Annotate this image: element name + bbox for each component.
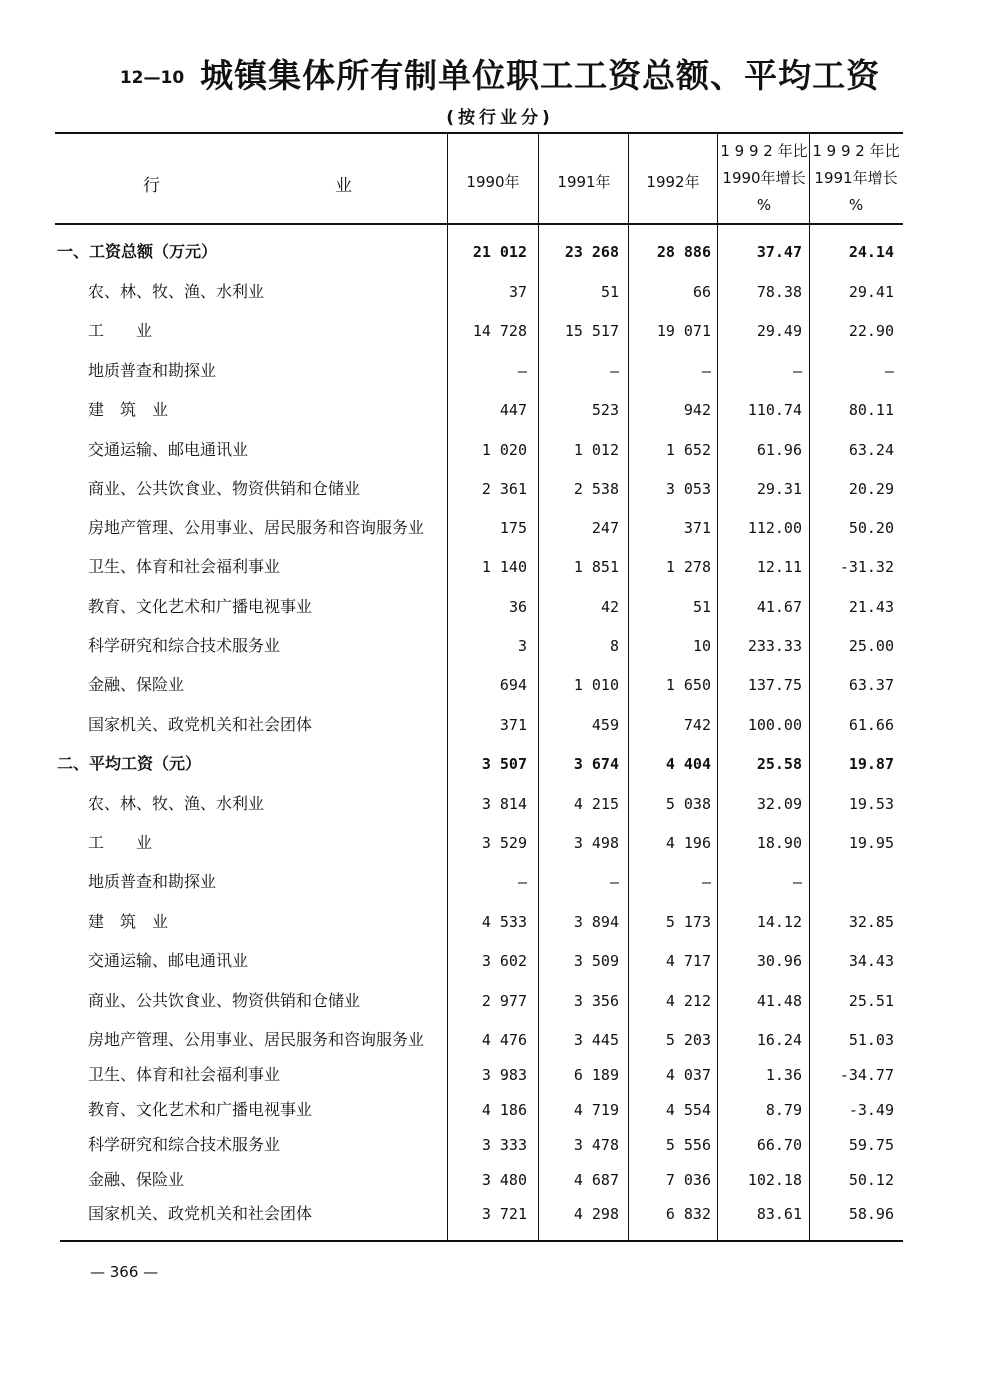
value-1990: 3 333 — [481, 1136, 527, 1154]
value-1990: 3 507 — [481, 755, 527, 773]
growth-vs-1991: 63.37 — [848, 676, 894, 694]
industry-name: 交通运输、邮电通讯业 — [88, 951, 249, 970]
growth-vs-1990: 29.49 — [756, 322, 802, 340]
growth-vs-1990: 233.33 — [747, 637, 802, 655]
value-1991: 1 010 — [573, 676, 619, 694]
industry-name: 建 筑 业 — [88, 400, 169, 419]
value-1991: — — [609, 362, 619, 380]
value-1990: 3 814 — [481, 795, 527, 813]
table-row — [55, 553, 905, 581]
value-1992: 5 203 — [665, 1031, 711, 1049]
growth-vs-1991: 19.95 — [848, 834, 894, 852]
section-row — [55, 238, 905, 266]
section-row — [55, 750, 905, 778]
value-1990: 3 602 — [481, 952, 527, 970]
growth-vs-1990: 61.96 — [756, 441, 802, 459]
value-1990: 3 480 — [481, 1171, 527, 1189]
industry-name: 农、林、牧、渔、水利业 — [88, 282, 265, 301]
table-row — [55, 396, 905, 424]
value-1992: 4 717 — [665, 952, 711, 970]
industry-header-left: 行 — [143, 176, 160, 196]
col-header-1992: 1992年 — [646, 173, 700, 191]
value-1992: 7 036 — [665, 1171, 711, 1189]
growth-vs-1991: 58.96 — [848, 1205, 894, 1223]
value-1991: 51 — [600, 283, 619, 301]
value-1990: — — [517, 873, 527, 891]
page-title — [0, 50, 1000, 97]
value-1991: 3 509 — [573, 952, 619, 970]
value-1992: 5 556 — [665, 1136, 711, 1154]
table-row — [55, 711, 905, 739]
value-1990: 3 983 — [481, 1066, 527, 1084]
header-bottom-rule — [55, 223, 903, 225]
growth-vs-1990: — — [792, 873, 802, 891]
growth-vs-1990: 16.24 — [756, 1031, 802, 1049]
table-row — [55, 317, 905, 345]
table-row — [55, 632, 905, 660]
table-row — [55, 987, 905, 1015]
growth-vs-1991: 21.43 — [848, 598, 894, 616]
value-1991: 3 674 — [573, 755, 619, 773]
top-rule — [55, 132, 903, 134]
value-1991: 3 478 — [573, 1136, 619, 1154]
value-1990: 1 020 — [481, 441, 527, 459]
industry-name: 国家机关、政党机关和社会团体 — [88, 715, 313, 734]
value-1991: 4 215 — [573, 795, 619, 813]
value-1990: 36 — [508, 598, 527, 616]
growth-vs-1991: 29.41 — [848, 283, 894, 301]
growth-vs-1990: 100.00 — [747, 716, 802, 734]
industry-name: 交通运输、邮电通讯业 — [88, 440, 249, 459]
value-1992: 4 212 — [665, 992, 711, 1010]
value-1990: — — [517, 362, 527, 380]
growth-vs-1990: 14.12 — [756, 913, 802, 931]
growth-vs-1990: 110.74 — [747, 401, 802, 419]
value-1992: 742 — [683, 716, 711, 734]
industry-name: 商业、公共饮食业、物资供销和仓储业 — [88, 479, 361, 498]
value-1991: 6 189 — [573, 1066, 619, 1084]
growth-vs-1990: — — [792, 362, 802, 380]
value-1991: 4 687 — [573, 1171, 619, 1189]
value-1991: 42 — [600, 598, 619, 616]
col-header-1990: 1990年 — [466, 173, 520, 191]
value-1991: 3 356 — [573, 992, 619, 1010]
value-1990: 447 — [499, 401, 527, 419]
growth-vs-1990: 66.70 — [756, 1136, 802, 1154]
value-1991: 2 538 — [573, 480, 619, 498]
value-1990: 3 721 — [481, 1205, 527, 1223]
growth-vs-1990: 25.58 — [756, 755, 802, 773]
growth-vs-1990: 37.47 — [756, 243, 802, 261]
value-1991: 3 894 — [573, 913, 619, 931]
value-1992: 5 173 — [665, 913, 711, 931]
value-1990: 1 140 — [481, 558, 527, 576]
table-row — [55, 671, 905, 699]
industry-name: 房地产管理、公用事业、居民服务和咨询服务业 — [88, 518, 425, 537]
value-1990: 175 — [499, 519, 527, 537]
growth-vs-1990: 30.96 — [756, 952, 802, 970]
industry-name: 一、工资总额（万元） — [57, 242, 218, 261]
table-number: 12—10 — [119, 68, 185, 88]
value-1992: 51 — [692, 598, 711, 616]
col-header-growth-1990: 1 9 9 2 年比 1990年增长 % — [720, 142, 808, 214]
value-1990: 4 186 — [481, 1101, 527, 1119]
value-1991: 15 517 — [564, 322, 619, 340]
value-1990: 4 533 — [481, 913, 527, 931]
value-1990: 21 012 — [472, 243, 527, 261]
industry-name: 金融、保险业 — [88, 1170, 185, 1189]
value-1990: 3 — [517, 637, 527, 655]
table-row — [55, 829, 905, 857]
industry-name: 商业、公共饮食业、物资供销和仓储业 — [88, 991, 361, 1010]
value-1992: 19 071 — [656, 322, 711, 340]
value-1990: 4 476 — [481, 1031, 527, 1049]
growth-vs-1990: 8.79 — [765, 1101, 802, 1119]
value-1991: 1 851 — [573, 558, 619, 576]
industry-name: 卫生、体育和社会福利事业 — [88, 557, 281, 576]
value-1992: 4 196 — [665, 834, 711, 852]
table-row — [55, 947, 905, 975]
growth-vs-1991: 50.12 — [848, 1171, 894, 1189]
growth-vs-1991: 80.11 — [848, 401, 894, 419]
table-row — [55, 1200, 905, 1228]
col-header-growth-1991: 1 9 9 2 年比 1991年增长 % — [812, 142, 900, 214]
table-subtitle: (按行业分) — [446, 108, 554, 128]
value-1991: 3 445 — [573, 1031, 619, 1049]
table-row — [55, 1061, 905, 1089]
value-1991: 247 — [591, 519, 619, 537]
value-1992: 4 404 — [665, 755, 711, 773]
table-title: 城镇集体所有制单位职工工资总额、平均工资 — [200, 56, 881, 95]
table-row — [55, 1026, 905, 1054]
growth-vs-1991: 51.03 — [848, 1031, 894, 1049]
value-1992: 371 — [683, 519, 711, 537]
growth-vs-1991: — — [884, 362, 894, 380]
industry-name: 科学研究和综合技术服务业 — [88, 636, 281, 655]
value-1991: 23 268 — [564, 243, 619, 261]
industry-name: 建 筑 业 — [88, 912, 169, 931]
value-1991: 8 — [609, 637, 619, 655]
growth-vs-1990: 83.61 — [756, 1205, 802, 1223]
growth-vs-1991: 24.14 — [848, 243, 894, 261]
growth-vs-1991: 63.24 — [848, 441, 894, 459]
industry-name: 金融、保险业 — [88, 675, 185, 694]
value-1992: 28 886 — [656, 243, 711, 261]
growth-vs-1991: -31.32 — [839, 558, 894, 576]
value-1992: — — [701, 873, 711, 891]
col-header-1991: 1991年 — [557, 173, 611, 191]
value-1991: 1 012 — [573, 441, 619, 459]
value-1992: 66 — [692, 283, 711, 301]
value-1991: 4 298 — [573, 1205, 619, 1223]
value-1990: 694 — [499, 676, 527, 694]
table-row — [55, 514, 905, 542]
value-1990: 2 361 — [481, 480, 527, 498]
growth-vs-1990: 102.18 — [747, 1171, 802, 1189]
table-row — [55, 357, 905, 385]
growth-vs-1991: 25.00 — [848, 637, 894, 655]
industry-name: 房地产管理、公用事业、居民服务和咨询服务业 — [88, 1030, 425, 1049]
value-1992: 4 554 — [665, 1101, 711, 1119]
growth-vs-1990: 41.48 — [756, 992, 802, 1010]
value-1990: 14 728 — [472, 322, 527, 340]
growth-vs-1990: 32.09 — [756, 795, 802, 813]
growth-vs-1991: 22.90 — [848, 322, 894, 340]
table-row — [55, 790, 905, 818]
growth-vs-1990: 78.38 — [756, 283, 802, 301]
value-1991: 4 719 — [573, 1101, 619, 1119]
table-row — [55, 436, 905, 464]
growth-vs-1991: -3.49 — [848, 1101, 894, 1119]
growth-vs-1991: 25.51 — [848, 992, 894, 1010]
industry-name: 二、平均工资（元） — [57, 754, 202, 773]
table-row — [55, 593, 905, 621]
industry-name: 教育、文化艺术和广播电视事业 — [88, 1100, 313, 1119]
value-1992: 3 053 — [665, 480, 711, 498]
table-row — [55, 868, 905, 896]
value-1990: 37 — [508, 283, 527, 301]
industry-name: 地质普查和勘探业 — [88, 361, 217, 380]
growth-vs-1991: 19.87 — [848, 755, 894, 773]
growth-vs-1990: 12.11 — [756, 558, 802, 576]
table-row — [55, 1166, 905, 1194]
value-1992: 942 — [683, 401, 711, 419]
growth-vs-1990: 18.90 — [756, 834, 802, 852]
growth-vs-1991: -34.77 — [839, 1066, 894, 1084]
growth-vs-1990: 1.36 — [765, 1066, 802, 1084]
value-1992: 10 — [692, 637, 711, 655]
industry-name: 地质普查和勘探业 — [88, 872, 217, 891]
industry-name: 国家机关、政党机关和社会团体 — [88, 1204, 313, 1223]
bottom-rule — [60, 1240, 903, 1242]
value-1990: 371 — [499, 716, 527, 734]
industry-name: 教育、文化艺术和广播电视事业 — [88, 597, 313, 616]
growth-vs-1990: 137.75 — [747, 676, 802, 694]
growth-vs-1991: 19.53 — [848, 795, 894, 813]
growth-vs-1991: 34.43 — [848, 952, 894, 970]
value-1990: 3 529 — [481, 834, 527, 852]
value-1992: 1 652 — [665, 441, 711, 459]
value-1990: 2 977 — [481, 992, 527, 1010]
value-1992: 6 832 — [665, 1205, 711, 1223]
value-1992: 1 650 — [665, 676, 711, 694]
growth-vs-1990: 112.00 — [747, 519, 802, 537]
value-1992: — — [701, 362, 711, 380]
growth-vs-1991: 50.20 — [848, 519, 894, 537]
table-row — [55, 908, 905, 936]
growth-vs-1991: 32.85 — [848, 913, 894, 931]
value-1991: — — [609, 873, 619, 891]
growth-vs-1991: 61.66 — [848, 716, 894, 734]
industry-name: 卫生、体育和社会福利事业 — [88, 1065, 281, 1084]
growth-vs-1991: 59.75 — [848, 1136, 894, 1154]
page-number: — 366 — — [90, 1263, 159, 1281]
growth-vs-1990: 41.67 — [756, 598, 802, 616]
industry-name: 工 业 — [88, 321, 153, 340]
industry-name: 农、林、牧、渔、水利业 — [88, 794, 265, 813]
growth-vs-1991: 20.29 — [848, 480, 894, 498]
table-row — [55, 1096, 905, 1124]
table-row — [55, 1131, 905, 1159]
industry-header-right: 业 — [335, 176, 352, 196]
table-row — [55, 475, 905, 503]
industry-name: 科学研究和综合技术服务业 — [88, 1135, 281, 1154]
value-1992: 4 037 — [665, 1066, 711, 1084]
value-1992: 1 278 — [665, 558, 711, 576]
industry-name: 工 业 — [88, 833, 153, 852]
table-row — [55, 278, 905, 306]
value-1992: 5 038 — [665, 795, 711, 813]
growth-vs-1990: 29.31 — [756, 480, 802, 498]
value-1991: 459 — [591, 716, 619, 734]
value-1991: 3 498 — [573, 834, 619, 852]
value-1991: 523 — [591, 401, 619, 419]
